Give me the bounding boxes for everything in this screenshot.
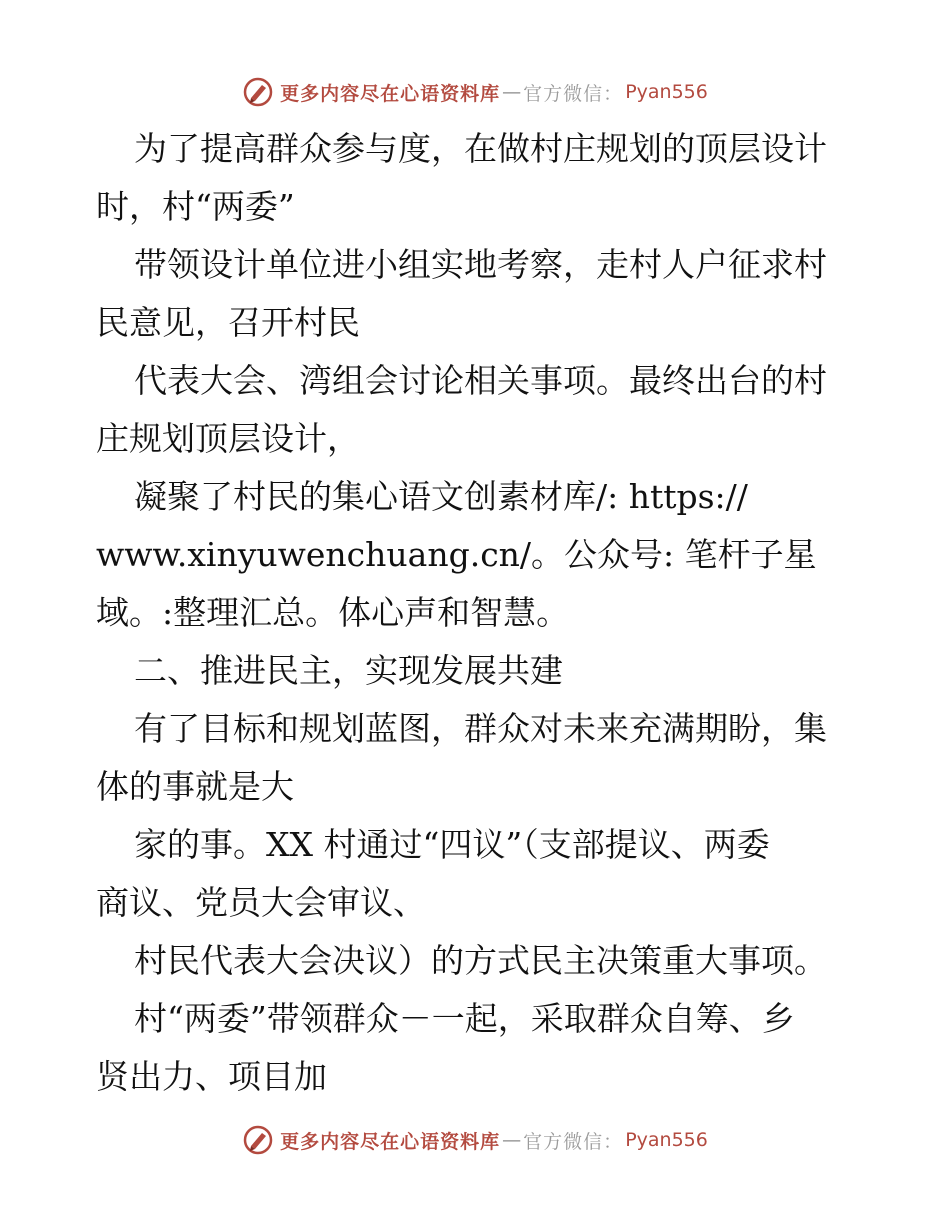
paragraph-line: 域。:整理汇总。体心声和智慧。 <box>96 593 570 632</box>
pen-logo-icon <box>242 1124 274 1156</box>
paragraph-line: 村民代表大会决议）的方式民主决策重大事项。 <box>134 941 827 980</box>
paragraph-line: 为了提高群众参与度，在做村庄规划的顶层设计 <box>134 129 827 168</box>
paragraph-line: 家的事。XX 村通过“四议”（支部提议、两委 <box>134 825 770 864</box>
paragraph-line: 村“两委”带领群众－一起，采取群众自筹、乡 <box>134 999 795 1038</box>
footer-wechat-id: Pyan556 <box>625 1129 708 1151</box>
footer-brand: 更多内容尽在心语资料库 <box>280 1130 501 1153</box>
paragraph-line: 体的事就是大 <box>96 767 294 806</box>
pen-logo-icon <box>242 76 274 108</box>
paragraph-line: 贤出力、项目加 <box>96 1057 327 1096</box>
footer-separator: — <box>502 1129 522 1151</box>
footer-watermark <box>0 1120 950 1160</box>
paragraph-line: 时，村“两委” <box>96 187 295 226</box>
header-watermark <box>0 72 950 112</box>
paragraph-line: 有了目标和规划蓝图，群众对未来充满期盼，集 <box>134 709 827 748</box>
paragraph-line: 商议、党员大会审议、 <box>96 883 426 922</box>
header-brand: 更多内容尽在心语资料库 <box>280 82 501 105</box>
document-body <box>96 120 866 1106</box>
header-wechat-label: 官方微信： <box>523 82 624 105</box>
paragraph-line: www.xinyuwenchuang.cn/。公众号: 笔杆子星 <box>96 535 817 574</box>
footer-wechat-label: 官方微信： <box>523 1130 624 1153</box>
paragraph-line: 庄规划顶层设计， <box>96 419 360 458</box>
paragraph-line: 凝聚了村民的集心语文创素材库/: https:// <box>134 477 748 516</box>
paragraph-line: 民意见，召开村民 <box>96 303 360 342</box>
header-separator: — <box>502 81 522 103</box>
header-wechat-id: Pyan556 <box>625 81 708 103</box>
paragraph-line: 带领设计单位进小组实地考察，走村人户征求村 <box>134 245 827 284</box>
section-heading: 二、推进民主，实现发展共建 <box>134 651 563 690</box>
paragraph-line: 代表大会、湾组会讨论相关事项。最终出台的村 <box>134 361 827 400</box>
